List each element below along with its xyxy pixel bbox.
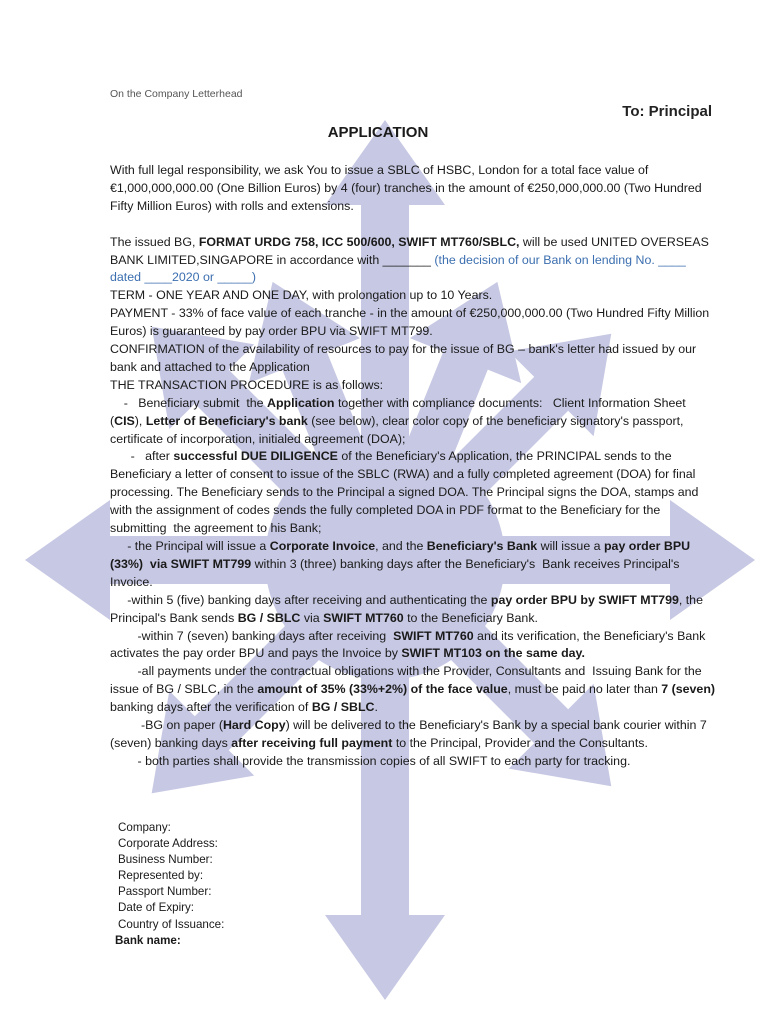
text-run: -within 5 (five) banking days after receiving and authenticating the [110, 592, 491, 607]
bold-run: successful DUE DILIGENCE [173, 449, 338, 464]
procedure-step-8: - both parties shall provide the transmission copies of all SWIFT to each party for tracking. [110, 753, 631, 768]
text-run: via [300, 610, 324, 625]
text-run: banking days after the verification of [110, 682, 719, 715]
term-line: TERM - ONE YEAR AND ONE DAY, with prolongation up to 10 Years. [110, 288, 493, 303]
field-company: Company: [118, 821, 171, 834]
bold-run: SWIFT MT103 on the same day. [401, 646, 585, 661]
field-bank-name: Bank name: [115, 933, 181, 947]
text-run: -BG on paper ( [110, 718, 223, 733]
text-run: The issued BG, [110, 234, 199, 249]
text-run: -all payments under the contractual obligations with the Provider, Consultants and Issuing Bank for the issue of BG / SBLC, in the [110, 664, 706, 697]
bold-run: BG / SBLC [311, 700, 375, 715]
bold-run: CIS [114, 413, 135, 428]
procedure-step-2 [110, 448, 720, 538]
bold-run: Beneficiary's Bank [426, 539, 538, 554]
text-run: together with compliance documents: Client Information Sheet ( [110, 395, 690, 428]
company-details-list [115, 820, 225, 949]
text-run: (see below), clear color copy of the beneficiary signatory's passport, certificate of incorporation, initialed agreement (DOA); [110, 413, 687, 446]
letterhead-note: On the Company Letterhead [110, 88, 243, 100]
bold-run: BG / SBLC [237, 610, 301, 625]
text-run: ) will be delivered to the Beneficiary's Bank by a special bank courier within 7 (seven) banking days [110, 718, 711, 750]
text-run: , the Principal's Bank sends [110, 592, 707, 625]
bold-run: after receiving full payment [231, 735, 393, 750]
text-run: - after [110, 449, 174, 464]
text-run: of the Beneficiary's Application, the PRINCIPAL sends to the Beneficiary a letter of consent to issue of the SBLC (RWA) and a fully completed agreement (DOA) for final processing. The Beneficiary sends to the Principal a signed DOA. The Principal signs the DOA, stamps and with the assignment of codes sends the fully completed DOA in PDF format to the Beneficiary for the submitting the agreement to his Bank; [110, 449, 702, 536]
bank-decision-note: (the decision of our Bank on lending No. ____ dated ____2020 or _____) [110, 252, 686, 285]
bold-run: amount of 35% (33%+2%) of the face value [257, 682, 508, 697]
request-paragraph: With full legal responsibility, we ask You to issue a SBLC of HSBC, London for a total face value of €1,000,000,000.00 (One Billion Euros) by 4 (four) tranches in the amount of €250,000,000.00 (Two Hundred Fifty Million Euros) with rolls and extensions. [110, 163, 702, 213]
confirmation-line: CONFIRMATION of the availability of resources to pay for the issue of BG – bank's letter had issued by our bank and attached to the Application [110, 342, 697, 374]
bold-run: pay order BPU (33%) via SWIFT MT799 [110, 539, 694, 571]
field-date-of-expiry: Date of Expiry: [118, 901, 195, 915]
bold-run: SWIFT MT760 [323, 610, 404, 625]
field-country-of-issuance: Country of Issuance: [118, 917, 225, 931]
text-run: , and the [375, 539, 427, 554]
field-business-number: Business Number: [118, 853, 213, 867]
field-represented-by: Represented by: [118, 869, 204, 883]
document-body [110, 162, 720, 771]
procedure-step-1 [110, 395, 720, 449]
bold-run: pay order BPU by SWIFT MT799 [490, 592, 679, 607]
bold-run: SWIFT MT760 [393, 628, 474, 643]
procedure-step-7 [110, 717, 720, 753]
document-title [0, 124, 770, 141]
procedure-heading: THE TRANSACTION PROCEDURE is as follows: [110, 377, 384, 392]
bold-run: Hard Copy [222, 718, 286, 733]
text-run: and its verification, the Beneficiary's Bank activates the pay order BPU and pays the Invoice by [110, 628, 709, 661]
text-run: will be used UNITED OVERSEAS BANK LIMITED,SINGAPORE in accordance with _______ [110, 234, 709, 267]
text-run: will issue a [537, 539, 604, 554]
procedure-step-5 [110, 628, 720, 664]
field-corporate-address: Corporate Address: [118, 837, 218, 851]
text-run: to the Beneficiary Bank. [403, 610, 538, 625]
bold-run: 7 (seven) [661, 682, 716, 697]
text-run: to the Principal, Provider and the Consultants. [392, 735, 648, 750]
procedure-step-3 [110, 538, 720, 592]
payment-line: PAYMENT - 33% of face value of each tranche - in the amount of €250,000,000.00 (Two Hundred Fifty Million Euros) is guaranteed by pay order BPU via SWIFT MT799. [110, 306, 710, 339]
bg-format-paragraph [110, 234, 720, 288]
bold-run: Application [267, 395, 335, 410]
bold-run: FORMAT URDG 758, ICC 500/600, SWIFT MT760/SBLC, [198, 234, 520, 249]
bold-run: Letter of Beneficiary's bank [145, 413, 308, 428]
procedure-step-6 [110, 663, 720, 717]
bold-run: Corporate Invoice [269, 539, 376, 554]
text-run: - Beneficiary submit the [110, 395, 268, 410]
text-run: . [374, 700, 378, 715]
text-run: -within 7 (seven) banking days after receiving [110, 628, 394, 643]
field-passport-number: Passport Number: [118, 885, 212, 899]
text-run: , must be paid no later than [507, 682, 662, 697]
text-run: ), [134, 413, 146, 428]
document-title-text: APPLICATION [327, 124, 429, 141]
text-run: - the Principal will issue a [110, 539, 270, 554]
text-run: within 3 (three) banking days after the Beneficiary's Bank receives Principal's Invoice. [110, 556, 683, 589]
recipient-heading: To: Principal [622, 103, 712, 120]
procedure-step-4 [110, 592, 720, 628]
